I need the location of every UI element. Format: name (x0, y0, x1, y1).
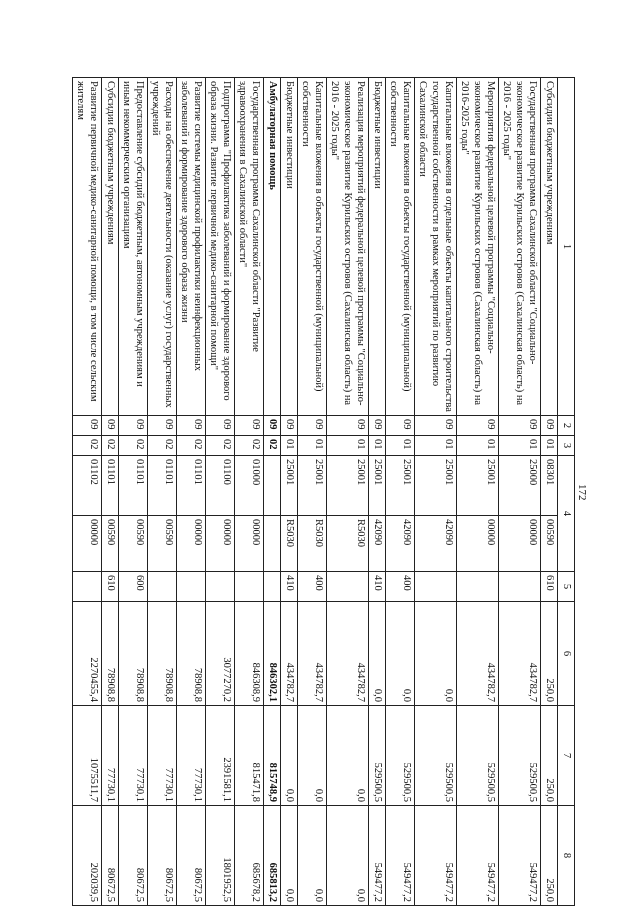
row-program-code-cell: 25001 (298, 456, 327, 516)
row-amount-year3-cell: 685678,2 (235, 806, 264, 906)
row-expense-type-cell (457, 572, 499, 602)
row-amount-year3-cell: 80672,5 (119, 806, 148, 906)
row-name-cell: Бюджетные инвестиции (281, 78, 298, 416)
row-subsection-cell: 01 (499, 436, 541, 456)
row-expense-type-cell: 610 (102, 572, 119, 602)
row-section-cell: 09 (541, 416, 558, 436)
table-row (177, 78, 206, 906)
row-amount-year1-cell: 434782,7 (281, 602, 298, 706)
row-section-cell: 09 (415, 416, 457, 436)
row-section-cell: 09 (206, 416, 235, 436)
table-row (369, 78, 386, 906)
row-expense-type-cell (415, 572, 457, 602)
row-amount-year1-cell: 78908,8 (119, 602, 148, 706)
row-subsection-cell: 02 (264, 436, 281, 456)
table-header-row (558, 78, 575, 906)
row-amount-year2-cell: 529500,5 (457, 706, 499, 806)
row-name-cell: Бюджетные инвестиции (369, 78, 386, 416)
row-expense-type-cell: 410 (281, 572, 298, 602)
row-subsection-cell: 01 (386, 436, 415, 456)
row-amount-year3-cell: 80672,5 (148, 806, 177, 906)
row-subsection-cell: 02 (119, 436, 148, 456)
row-amount-year2-cell: 77730,1 (148, 706, 177, 806)
header-col-2: 2 (558, 416, 575, 436)
row-name-cell: Государственная программа Сахалинской области "Развитие здравоохранения в Сахалинской области" (235, 78, 264, 416)
row-section-cell: 09 (457, 416, 499, 436)
row-name-cell: Капитальные вложения в объекты государственной (муниципальной) собственности (386, 78, 415, 416)
row-section-cell: 09 (499, 416, 541, 436)
header-col-3: 3 (558, 436, 575, 456)
row-amount-year1-cell: 2270455,4 (73, 602, 102, 706)
row-amount-year3-cell: 0,0 (281, 806, 298, 906)
table-row (327, 78, 369, 906)
row-section-cell: 09 (281, 416, 298, 436)
row-direction-code-cell: 00590 (541, 516, 558, 572)
row-expense-type-cell: 400 (386, 572, 415, 602)
row-section-cell: 09 (177, 416, 206, 436)
header-col-1: 1 (558, 78, 575, 416)
row-section-cell: 09 (119, 416, 148, 436)
row-name-cell: Субсидии бюджетным учреждениям (102, 78, 119, 416)
header-col-6: 6 (558, 602, 575, 706)
row-amount-year1-cell: 434782,7 (499, 602, 541, 706)
row-amount-year1-cell: 434782,7 (298, 602, 327, 706)
row-direction-code-cell: R5030 (298, 516, 327, 572)
row-amount-year3-cell: 549477,2 (386, 806, 415, 906)
row-program-code-cell: 25001 (415, 456, 457, 516)
row-direction-code-cell: 42090 (386, 516, 415, 572)
row-amount-year2-cell: 815471,8 (235, 706, 264, 806)
row-program-code-cell: 01100 (206, 456, 235, 516)
row-direction-code-cell: 00590 (148, 516, 177, 572)
table-body (73, 78, 575, 906)
row-amount-year1-cell: 846308,9 (235, 602, 264, 706)
row-program-code-cell: 01101 (177, 456, 206, 516)
row-subsection-cell: 02 (235, 436, 264, 456)
row-expense-type-cell: 400 (298, 572, 327, 602)
row-name-cell: Расходы на обеспечение деятельности (оказание услуг) государственных учреждений (148, 78, 177, 416)
row-program-code-cell: 25001 (369, 456, 386, 516)
row-subsection-cell: 02 (102, 436, 119, 456)
table-row (206, 78, 235, 906)
row-name-cell: Реализация мероприятий федеральной целевой программы "Социально-экономическое развитие Курильских островов (Сахалинская область) на 2016 - 2025 годы" (327, 78, 369, 416)
row-amount-year1-cell: 0,0 (369, 602, 386, 706)
header-col-8: 8 (558, 806, 575, 906)
row-amount-year1-cell: 78908,8 (148, 602, 177, 706)
row-amount-year3-cell: 0,0 (298, 806, 327, 906)
row-section-cell: 09 (148, 416, 177, 436)
row-program-code-cell: 25001 (457, 456, 499, 516)
row-amount-year3-cell: 685813,2 (264, 806, 281, 906)
row-amount-year1-cell: 0,0 (386, 602, 415, 706)
row-amount-year2-cell: 77730,1 (177, 706, 206, 806)
table-row (499, 78, 541, 906)
row-subsection-cell: 02 (148, 436, 177, 456)
table-row (235, 78, 264, 906)
row-subsection-cell: 01 (415, 436, 457, 456)
row-program-code-cell: 01101 (148, 456, 177, 516)
row-amount-year3-cell: 549477,2 (499, 806, 541, 906)
row-subsection-cell: 01 (298, 436, 327, 456)
row-direction-code-cell: 00000 (499, 516, 541, 572)
header-col-7: 7 (558, 706, 575, 806)
row-amount-year1-cell: 846302,1 (264, 602, 281, 706)
row-name-cell: Капитальные вложения в отдельные объекты капитального строительства государственной собственности в рамках мероприятий по развитию Сахалинской области (415, 78, 457, 416)
row-amount-year2-cell: 0,0 (298, 706, 327, 806)
row-amount-year1-cell: 434782,7 (327, 602, 369, 706)
row-name-cell: Капитальные вложения в объекты государственной (муниципальной) собственности (298, 78, 327, 416)
row-subsection-cell: 01 (327, 436, 369, 456)
row-amount-year2-cell: 77730,1 (119, 706, 148, 806)
row-section-cell: 09 (264, 416, 281, 436)
page-number: 172 (576, 484, 588, 501)
row-subsection-cell: 02 (177, 436, 206, 456)
row-name-cell: Государственная программа Сахалинской области "Социально-экономическое развитие Курильских островов (Сахалинская область) на 2016 - 2025 годы" (499, 78, 541, 416)
row-program-code-cell: 01102 (73, 456, 102, 516)
row-expense-type-cell (148, 572, 177, 602)
row-amount-year2-cell: 815748,9 (264, 706, 281, 806)
header-col-5: 5 (558, 572, 575, 602)
table-row (415, 78, 457, 906)
row-amount-year2-cell: 0,0 (327, 706, 369, 806)
row-amount-year2-cell: 77730,1 (102, 706, 119, 806)
row-amount-year3-cell: 549477,2 (457, 806, 499, 906)
row-amount-year1-cell: 78908,8 (102, 602, 119, 706)
row-name-cell: Развитие первичной медико-санитарной помощи, в том числе сельским жителям (73, 78, 102, 416)
budget-sheet (65, 77, 575, 905)
row-program-code-cell: 01000 (235, 456, 264, 516)
row-subsection-cell: 02 (73, 436, 102, 456)
row-expense-type-cell (327, 572, 369, 602)
row-subsection-cell: 02 (206, 436, 235, 456)
table-row (281, 78, 298, 906)
row-section-cell: 09 (73, 416, 102, 436)
row-direction-code-cell: 00000 (206, 516, 235, 572)
row-section-cell: 09 (235, 416, 264, 436)
row-amount-year2-cell: 250,0 (541, 706, 558, 806)
row-program-code-cell (264, 456, 281, 516)
row-direction-code-cell: 00590 (102, 516, 119, 572)
budget-table (72, 77, 575, 906)
row-subsection-cell: 01 (541, 436, 558, 456)
row-name-cell: Предоставление субсидий бюджетным, автономным учреждениям и иным некоммерческим организациям (119, 78, 148, 416)
row-program-code-cell: 08301 (541, 456, 558, 516)
row-direction-code-cell: 00000 (177, 516, 206, 572)
row-expense-type-cell (206, 572, 235, 602)
row-direction-code-cell: 00000 (457, 516, 499, 572)
row-amount-year2-cell: 2391581,1 (206, 706, 235, 806)
row-section-cell: 09 (102, 416, 119, 436)
row-amount-year1-cell: 250,0 (541, 602, 558, 706)
table-row (264, 78, 281, 906)
table-row (541, 78, 558, 906)
row-subsection-cell: 01 (281, 436, 298, 456)
row-section-cell: 09 (327, 416, 369, 436)
row-amount-year1-cell: 78908,8 (177, 602, 206, 706)
row-direction-code-cell: 42090 (369, 516, 386, 572)
row-program-code-cell: 25000 (499, 456, 541, 516)
row-amount-year2-cell: 529500,5 (499, 706, 541, 806)
row-amount-year3-cell: 80672,5 (102, 806, 119, 906)
table-row (457, 78, 499, 906)
row-name-cell: Амбулаторная помощь (264, 78, 281, 416)
row-name-cell: Мероприятия федеральной целевой программы "Социально-экономическое развитие Курильских островов (Сахалинская область) на 2016-2025 годы" (457, 78, 499, 416)
row-subsection-cell: 01 (457, 436, 499, 456)
row-direction-code-cell: 00000 (73, 516, 102, 572)
row-section-cell: 09 (386, 416, 415, 436)
row-name-cell: Субсидии бюджетным учреждениям (541, 78, 558, 416)
row-program-code-cell: 01101 (102, 456, 119, 516)
row-amount-year3-cell: 202039,5 (73, 806, 102, 906)
row-expense-type-cell (73, 572, 102, 602)
table-row (298, 78, 327, 906)
row-expense-type-cell (499, 572, 541, 602)
row-expense-type-cell: 600 (119, 572, 148, 602)
row-program-code-cell: 25001 (386, 456, 415, 516)
row-expense-type-cell (177, 572, 206, 602)
row-amount-year3-cell: 1801952,5 (206, 806, 235, 906)
row-name-cell: Подпрограмма "Профилактика заболеваний и формирование здорового образа жизни. Развитие первичной медико-санитарной помощи" (206, 78, 235, 416)
row-expense-type-cell (235, 572, 264, 602)
row-direction-code-cell: R5030 (281, 516, 298, 572)
row-amount-year3-cell: 250,0 (541, 806, 558, 906)
row-direction-code-cell (264, 516, 281, 572)
table-row (102, 78, 119, 906)
row-direction-code-cell: 00000 (235, 516, 264, 572)
row-amount-year3-cell: 0,0 (327, 806, 369, 906)
row-expense-type-cell (264, 572, 281, 602)
row-direction-code-cell: 00590 (119, 516, 148, 572)
row-program-code-cell: 25001 (327, 456, 369, 516)
header-col-4: 4 (558, 456, 575, 572)
row-amount-year1-cell: 0,0 (415, 602, 457, 706)
row-amount-year2-cell: 0,0 (281, 706, 298, 806)
row-amount-year3-cell: 549477,2 (369, 806, 386, 906)
row-expense-type-cell: 610 (541, 572, 558, 602)
row-program-code-cell: 25001 (281, 456, 298, 516)
row-amount-year2-cell: 529500,5 (386, 706, 415, 806)
row-direction-code-cell: 42090 (415, 516, 457, 572)
row-amount-year3-cell: 80672,5 (177, 806, 206, 906)
row-program-code-cell: 01101 (119, 456, 148, 516)
row-amount-year2-cell: 529500,5 (369, 706, 386, 806)
row-amount-year3-cell: 549477,2 (415, 806, 457, 906)
row-amount-year2-cell: 1075511,7 (73, 706, 102, 806)
table-row (386, 78, 415, 906)
row-name-cell: Развитие системы медицинской профилактики неинфекционных заболеваний и формирование здорового образа жизни (177, 78, 206, 416)
row-direction-code-cell: R5030 (327, 516, 369, 572)
table-row (73, 78, 102, 906)
row-amount-year1-cell: 434782,7 (457, 602, 499, 706)
row-amount-year1-cell: 3077270,2 (206, 602, 235, 706)
row-amount-year2-cell: 529500,5 (415, 706, 457, 806)
row-expense-type-cell: 410 (369, 572, 386, 602)
row-subsection-cell: 01 (369, 436, 386, 456)
table-row (148, 78, 177, 906)
row-section-cell: 09 (298, 416, 327, 436)
row-section-cell: 09 (369, 416, 386, 436)
table-row (119, 78, 148, 906)
